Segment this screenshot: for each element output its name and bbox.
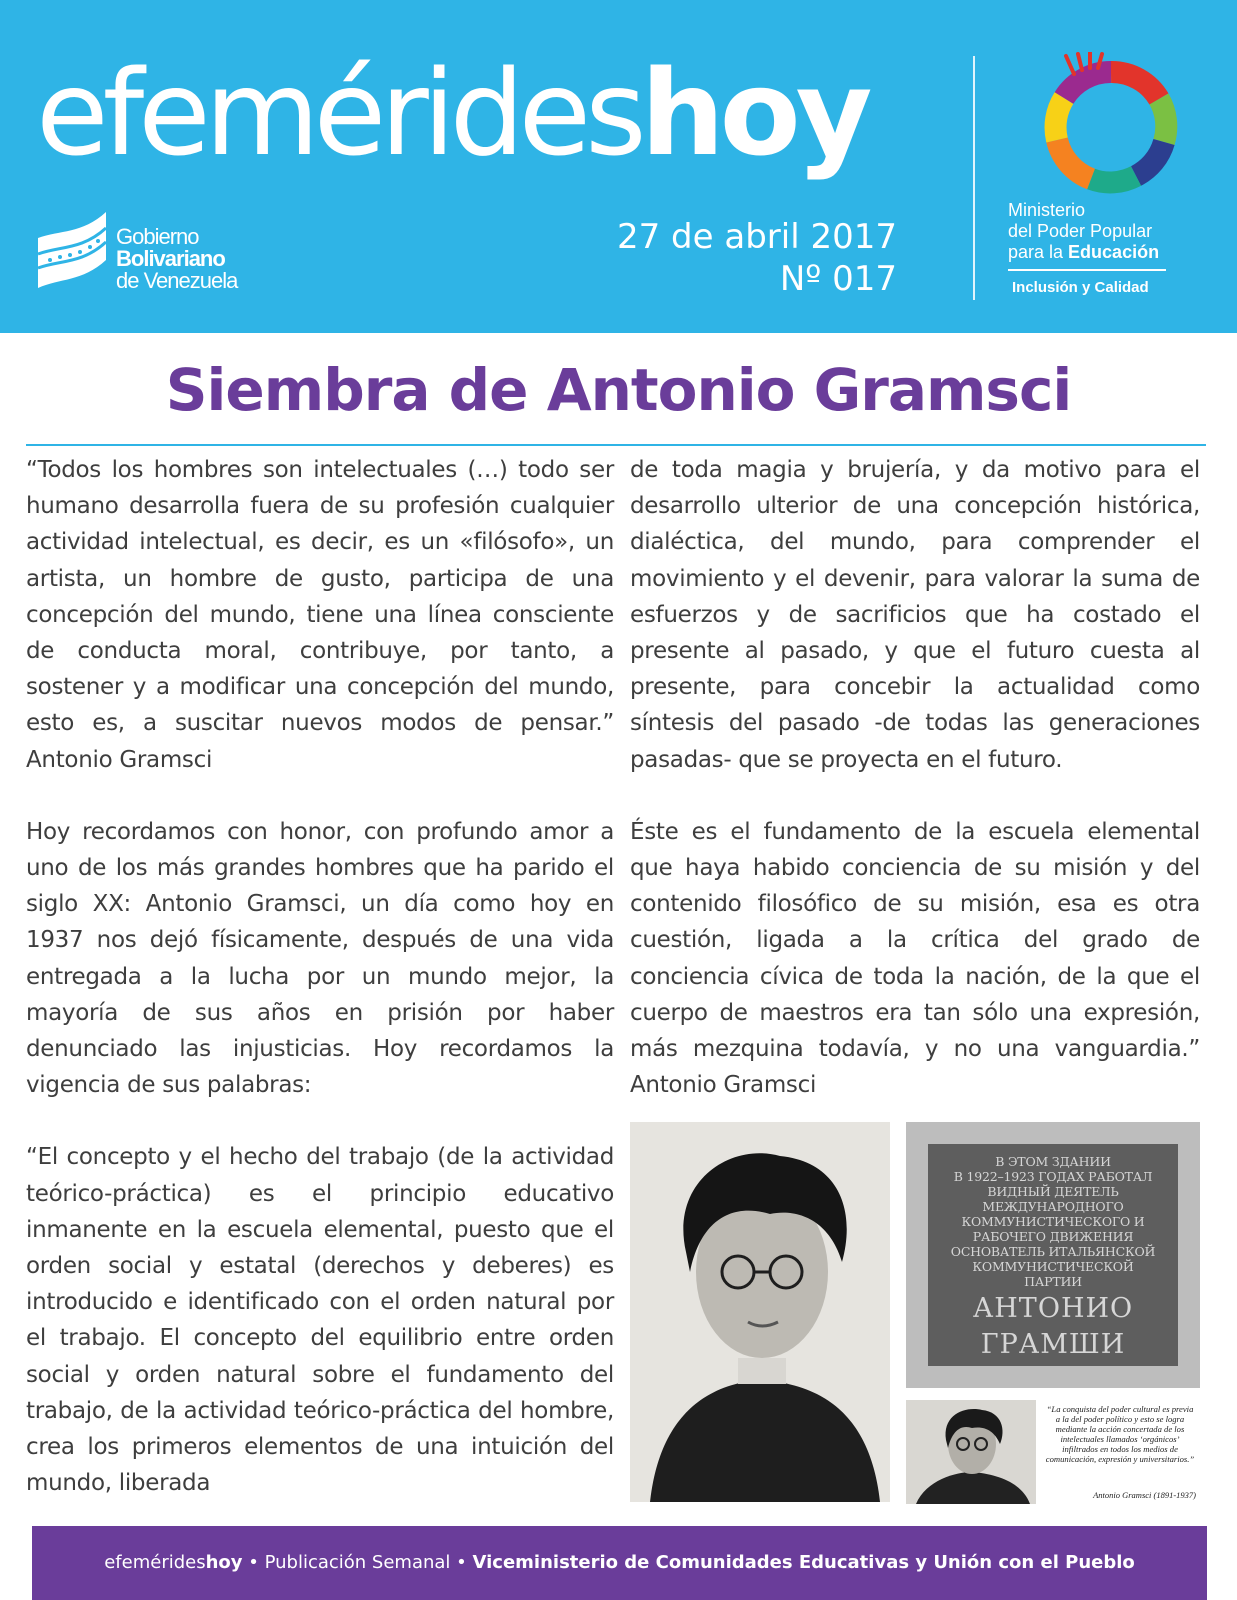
government-label [116, 226, 237, 292]
quote-text: “La conquista del poder cultural es previa a la del poder político y esto se logra mediante la acción concertada de los intelectuales llamados ‘orgánicos’ infiltrados en todos los medios de comunicación, expresión y universitarios.” [1045, 1404, 1195, 1464]
quote-author: Antonio Gramsci (1891-1937) [1093, 1490, 1196, 1500]
footer-brand-bold: hoy [205, 1552, 243, 1573]
footer-bar [32, 1526, 1207, 1600]
ministry-line-3-prefix: para la [1008, 242, 1069, 262]
header-divider [973, 56, 975, 300]
title-rule [26, 444, 1206, 446]
brand-light: efemérides [36, 44, 641, 182]
footer-brand-light: efemérides [104, 1552, 206, 1573]
plaque-line: В 1922–1923 ГОДАХ РАБОТАЛ [953, 1169, 1153, 1184]
gov-line-2: Bolivariano [116, 246, 225, 271]
plaque-line: КОММУНИСТИЧЕСКОГО И [961, 1214, 1145, 1229]
plaque-line: В ЭТОМ ЗДАНИИ [995, 1154, 1111, 1169]
portrait-icon [630, 1122, 890, 1502]
left-column [26, 452, 614, 1537]
plaque-name-1: АНТОНИО [972, 1293, 1134, 1324]
plaque-line: ОСНОВАТЕЛЬ ИТАЛЬЯНСКОЙ [950, 1244, 1156, 1259]
plaque-line: РАБОЧЕГО ДВИЖЕНИЯ [972, 1229, 1134, 1244]
memorial-plaque-photo [906, 1122, 1200, 1388]
issue-number: Nº 017 [779, 259, 897, 299]
brand-bold: hoy [640, 44, 868, 182]
issue-date: 27 de abril 2017 [616, 217, 897, 257]
right-column [630, 452, 1200, 1139]
footer-bold-text: Viceministerio de Comunidades Educativas y Unión con el Pueblo [472, 1552, 1135, 1573]
plaque-line: МЕЖДУНАРОДНОГО [982, 1199, 1124, 1214]
gov-line-3: de Venezuela [116, 268, 238, 293]
left-paragraph-1: “Todos los hombres son intelectuales (…) todo ser humano desarrolla fuera de su profesión cualquier actividad intelectual, es decir, es un «filósofo», un artista, un hombre de gusto, participa de una concepción del mundo, tiene una línea consciente de conducta moral, contribuye, por tanto, a sostener y a modificar una concepción del mundo, esto es, a suscitar nuevos modos de pensar.” Antonio Gramsci [26, 457, 614, 773]
ministry-ring-logo-icon [1036, 52, 1186, 202]
gov-line-1: Gobierno [116, 224, 199, 249]
small-portrait-icon [906, 1400, 1036, 1504]
issue-info [617, 216, 897, 300]
ministry-line-3 [1008, 242, 1208, 263]
plaque-line: ПАРТИИ [1024, 1274, 1082, 1289]
right-paragraph-2: Éste es el fundamento de la escuela elemental que haya habido conciencia de su misión y del contenido filosófico de su misión, esa es otra cuestión, ligada a la crítica del grado de conciencia cívica de toda la nación, de la que el cuerpo de maestros era tan sólo una expresión, más mezquina todavía, y no una vanguardia.” Antonio Gramsci [630, 818, 1200, 1099]
footer-text: • Publicación Semanal • [242, 1552, 473, 1573]
ministry-line-2: del Poder Popular [1008, 221, 1153, 241]
ministry-tagline: Inclusión y Calidad [1012, 279, 1149, 296]
plaque-text [928, 1144, 1178, 1289]
article-title: Siembra de Antonio Gramsci [165, 356, 1072, 424]
gramsci-portrait-photo [630, 1122, 890, 1502]
venezuela-flag-icon [34, 208, 110, 292]
ministry-label [1008, 200, 1208, 298]
ministry-rule [1008, 269, 1166, 271]
plaque [928, 1144, 1178, 1366]
right-paragraph-1: de toda magia y brujería, y da motivo para el desarrollo ulterior de una concepción histórica, dialéctica, del mundo, para comprender el movimiento y el devenir, para valorar la suma de esfuerzos y de sacrificios que ha costado el presente al pasado, y que el futuro cuesta al presente, para concebir la actualidad como síntesis del pasado -de todas las generaciones pasadas- que se proyecta en el futuro. [630, 457, 1200, 773]
plaque-line: ВИДНЫЙ ДЕЯТЕЛЬ [987, 1184, 1119, 1199]
plaque-name-2: ГРАМШИ [980, 1329, 1126, 1360]
header-banner [0, 0, 1237, 333]
quote-card [906, 1400, 1200, 1504]
left-paragraph-3: “El concepto y el hecho del trabajo (de la actividad teórico-práctica) es el principio educativo inmanente en la escuela elemental, puesto que el orden social y estatal (derechos y deberes) es introducido e identificado con el orden natural por el trabajo. El concepto del equilibrio entre orden social y orden natural sobre el fundamento del trabajo, de la actividad teórico-práctica del hombre, crea los primeros elementos de una intuición del mundo, liberada [26, 1144, 614, 1497]
plaque-line: КОММУНИСТИЧЕСКОЙ [972, 1259, 1134, 1274]
ministry-line-3-bold: Educación [1068, 242, 1160, 262]
left-paragraph-2: Hoy recordamos con honor, con profundo amor a uno de los más grandes hombres que ha parido el siglo XX: Antonio Gramsci, un día como hoy en 1937 nos dejó físicamente, después de una vida entregada a la lucha por un mundo mejor, la mayoría de sus años en prisión por haber denunciado las injusticias. Hoy recordamos la vigencia de sus palabras: [26, 818, 614, 1099]
ministry-line-1: Ministerio [1008, 200, 1086, 220]
brand-logo [36, 38, 868, 188]
